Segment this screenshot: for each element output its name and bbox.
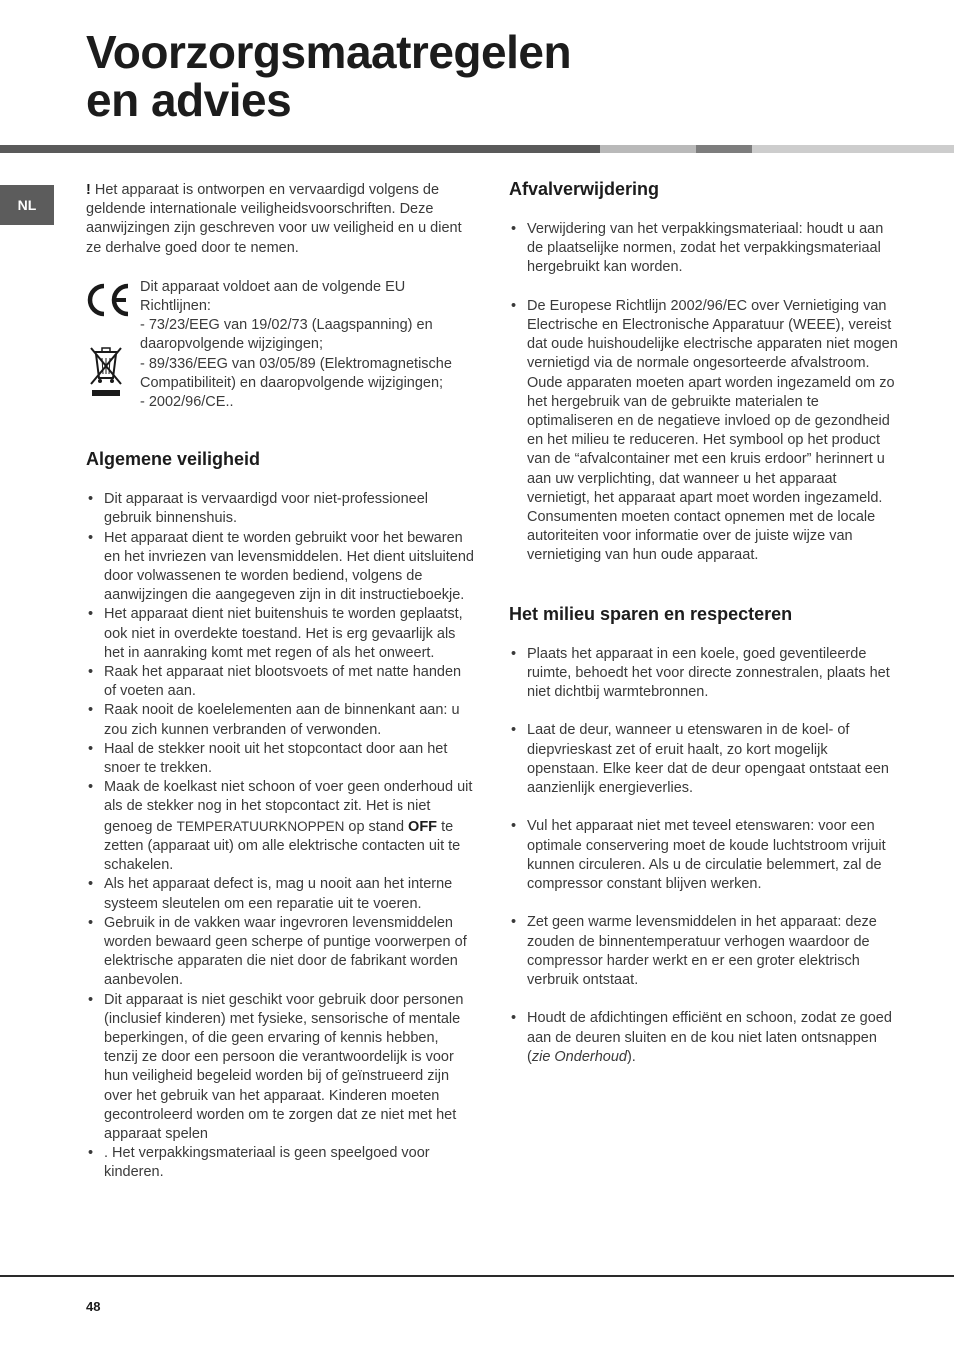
list-item: • Het apparaat dient te worden gebruikt voor het bewaren en het invriezen van levensmiddelen. Het dient uitsluitend door volwassenen te worden bediend, volgens de aanwijzingen die aangegeven zijn in dit instructieboekje. bbox=[86, 529, 476, 606]
list-item: • Het apparaat dient niet buitenshuis te worden geplaatst, ook niet in overdekte toestand. Het is erg gevaarlijk als het in aanraking komt met regen of als het onweert. bbox=[86, 605, 476, 663]
compliance-icons bbox=[86, 282, 130, 404]
list-item: • . Het verpakkingsmateriaal is geen speelgoed voor kinderen. bbox=[86, 1144, 476, 1182]
list-item: • Dit apparaat is vervaardigd voor niet-professioneel gebruik binnenshuis. bbox=[86, 490, 476, 528]
header-bar-dark bbox=[0, 145, 600, 153]
footer-rule bbox=[0, 1275, 954, 1277]
right-column bbox=[509, 178, 901, 1067]
page-number: 48 bbox=[86, 1299, 101, 1314]
list-item: • Verwijdering van het verpakkingsmateriaal: houdt u aan de plaatselijke normen, zodat het verpakkingsmateriaal hergebruikt kan worden. bbox=[509, 220, 901, 278]
header-bar-light-2 bbox=[752, 145, 954, 153]
safety-list bbox=[86, 490, 476, 1182]
maintenance-reference: zie Onderhoud bbox=[531, 1048, 627, 1065]
list-item: • Plaats het apparaat in een koele, goed geventileerde ruimte, behoedt het voor directe zonnestralen, plaats het niet dichtbij warmtebronnen. bbox=[509, 645, 901, 703]
list-item: • Vul het apparaat niet met teveel etenswaren: voor een optimale conservering moet de koude luchtstroom vrijuit kunnen circuleren. Als u de circulatie belemmert, zal de compressor constant blijven werken. bbox=[509, 817, 901, 894]
ce-mark-icon bbox=[86, 282, 132, 318]
compliance-block bbox=[86, 278, 476, 412]
list-item: • Raak nooit de koelelementen aan de binnenkant aan: u zou zich kunnen verbranden of verwonden. bbox=[86, 701, 476, 739]
left-column bbox=[86, 181, 476, 1183]
off-term: OFF bbox=[408, 818, 438, 835]
language-tab: NL bbox=[0, 185, 54, 225]
disposal-list bbox=[509, 220, 901, 566]
list-item: • Laat de deur, wanneer u etenswaren in de koel- of diepvrieskast zet of eruit haalt, zo kort mogelijk openstaan. Elke keer dat de deur opengaat ontstaat een aanzienlijk energieverlies. bbox=[509, 721, 901, 798]
weee-bin-icon bbox=[86, 342, 126, 398]
list-item: • Zet geen warme levensmiddelen in het apparaat: deze zouden de binnentemperatuur verhogen waardoor de compressor harder werkt en er een groter elektrisch verbruik ontstaat. bbox=[509, 913, 901, 990]
temperature-knobs-term: TEMPERATUURKNOPPEN bbox=[176, 818, 345, 834]
list-item: • Gebruik in de vakken waar ingevroren levensmiddelen worden bewaard geen scherpe of puntige voorwerpen of elektrische apparaten die niet door de fabrikant worden aanbevolen. bbox=[86, 914, 476, 991]
list-item: • Dit apparaat is niet geschikt voor gebruik door personen (inclusief kinderen) met fysieke, sensorische of mentale beperkingen, of die geen ervaring of kennis hebben, tenzij ze door een persoon die verantwoordelijk is voor hun veiligheid begeleid worden bij of geïnstrueerd zijn over het gebruik van het apparaat. Kinderen moeten gecontroleerd worden om te zorgen dat ze niet met het apparaat spelen bbox=[86, 991, 476, 1145]
list-item: • Maak de koelkast niet schoon of voer geen onderhoud uit als de stekker nog in het stopcontact zit. Het is niet genoeg de TEMPERATUURKNOPPEN op stand OFF te zetten (apparaat uit) om alle elektrische contacten uit te schakelen. bbox=[86, 778, 476, 875]
section-heading-disposal: Afvalverwijdering bbox=[509, 179, 660, 199]
list-item: • Raak het apparaat niet blootsvoets of met natte handen of voeten aan. bbox=[86, 663, 476, 701]
section-heading-environment: Het milieu sparen en respecteren bbox=[509, 603, 793, 624]
header-bar-mid bbox=[696, 145, 752, 153]
list-item: • Houdt de afdichtingen efficiënt en schoon, zodat ze goed aan de deuren sluiten en de kou niet laten ontsnappen (zie Onderhoud). bbox=[509, 1009, 901, 1067]
environment-list bbox=[509, 645, 901, 1067]
compliance-text bbox=[140, 278, 476, 412]
page-title-line-1: Voorzorgsmaatregelen bbox=[86, 26, 572, 78]
compliance-line: - 89/336/EEG van 03/05/89 (Elektromagnetische Compatibiliteit) en daaropvolgende wijzigingen; bbox=[140, 355, 452, 391]
compliance-line: Dit apparaat voldoet aan de volgende EU Richtlijnen: bbox=[140, 278, 406, 315]
list-item: • Als het apparaat defect is, mag u nooit aan het interne systeem sleutelen om een reparatie uit te voeren. bbox=[86, 875, 476, 913]
warning-mark: ! bbox=[86, 182, 91, 198]
header-bar-light-1 bbox=[600, 145, 696, 153]
list-item: • De Europese Richtlijn 2002/96/EC over Vernietiging van Electrische en Electronische Apparatuur (WEEE), vereist dat oude huishoudelijke electrische apparaten niet mogen vernietigd via de normale ongesorteerde afvalstroom. Oude apparaten moeten apart worden ingezameld om zo het hergebruik van de gebruikte materialen te optimaliseren en de negatieve invloed op de gezondheid en het milieu te reduceren. Het symbool op het product van de “afvalcontainer met een kruis erdoor” herinnert u aan uw verplichting, dat wanneer u het apparaat vernietigt, het apparaat apart moet worden ingezameld. Consumenten moeten contact opnemen met de locale autoriteiten voor informatie over de juiste wijze van vernietiging van hun oude apparaat. bbox=[509, 297, 901, 566]
page-title bbox=[86, 28, 571, 124]
list-item: • Haal de stekker nooit uit het stopcontact door aan het snoer te trekken. bbox=[86, 740, 476, 778]
page-title-line-2: en advies bbox=[86, 74, 292, 126]
compliance-line: - 2002/96/CE.. bbox=[140, 394, 234, 411]
section-heading-safety: Algemene veiligheid bbox=[86, 449, 261, 470]
compliance-line: - 73/23/EEG van 19/02/73 (Laagspanning) en daaropvolgende wijzigingen; bbox=[140, 317, 433, 353]
intro-paragraph: ! Het apparaat is ontworpen en vervaardigd volgens de geldende internationale veiligheidsvoorschriften. Deze aanwijzingen zijn geschreven voor uw veiligheid en u dient ze derhalve goed door te nemen. bbox=[86, 182, 462, 256]
